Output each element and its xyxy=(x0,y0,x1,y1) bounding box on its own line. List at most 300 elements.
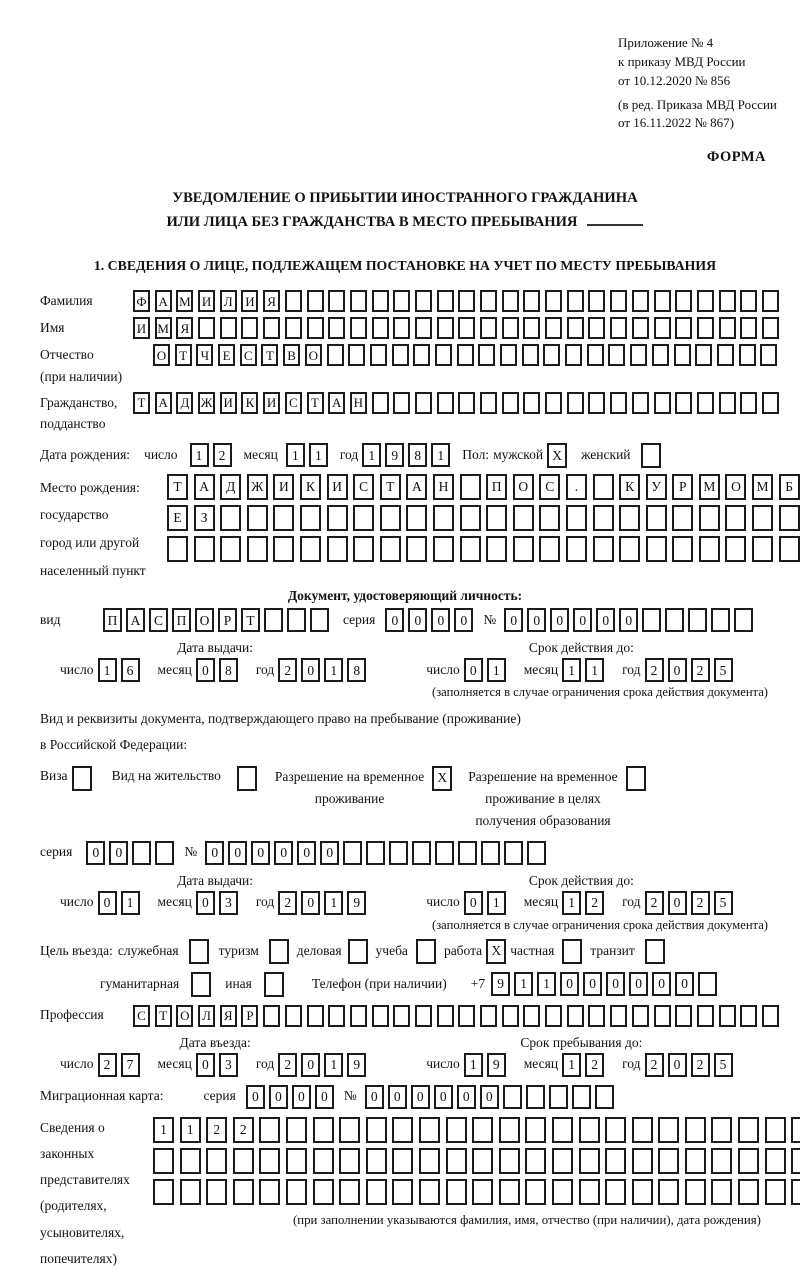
form-cell[interactable] xyxy=(264,608,283,632)
form-cell[interactable]: О xyxy=(153,344,170,366)
form-cell[interactable] xyxy=(711,1179,732,1205)
form-cell[interactable] xyxy=(545,290,562,312)
form-cell[interactable] xyxy=(567,290,584,312)
form-cell[interactable] xyxy=(392,344,409,366)
form-cell[interactable] xyxy=(665,608,684,632)
form-cell[interactable]: С xyxy=(353,474,374,500)
form-cell[interactable]: 0 xyxy=(269,1085,288,1109)
form-cell[interactable] xyxy=(567,317,584,339)
form-cell[interactable]: 1 xyxy=(514,972,533,996)
form-cell[interactable] xyxy=(588,392,605,414)
form-cell[interactable] xyxy=(685,1148,706,1174)
form-cell[interactable] xyxy=(525,1179,546,1205)
form-cell[interactable]: 0 xyxy=(464,658,483,682)
form-cell[interactable] xyxy=(472,1179,493,1205)
form-cell[interactable]: 0 xyxy=(251,841,270,865)
form-cell[interactable]: Д xyxy=(176,392,193,414)
phone-cells[interactable] xyxy=(491,972,721,996)
form-cell[interactable] xyxy=(503,1085,522,1109)
form-cell[interactable] xyxy=(642,608,661,632)
form-cell[interactable]: 9 xyxy=(347,891,366,915)
form-cell[interactable]: 0 xyxy=(629,972,648,996)
form-cell[interactable] xyxy=(523,392,540,414)
form-cell[interactable]: 0 xyxy=(205,841,224,865)
form-cell[interactable] xyxy=(779,536,800,562)
form-cell[interactable]: 1 xyxy=(487,891,506,915)
form-cell[interactable] xyxy=(605,1148,626,1174)
form-cell[interactable] xyxy=(567,1005,584,1027)
form-cell[interactable]: А xyxy=(194,474,215,500)
form-cell[interactable]: 2 xyxy=(585,891,604,915)
form-cell[interactable] xyxy=(366,1179,387,1205)
form-cell[interactable]: 0 xyxy=(408,608,427,632)
form-cell[interactable] xyxy=(348,344,365,366)
form-cell[interactable] xyxy=(711,1148,732,1174)
form-cell[interactable] xyxy=(389,841,408,865)
form-cell[interactable]: 1 xyxy=(286,443,305,467)
form-cell[interactable] xyxy=(593,505,614,531)
form-cell[interactable] xyxy=(286,1179,307,1205)
form-cell[interactable] xyxy=(370,344,387,366)
form-cell[interactable]: 0 xyxy=(385,608,404,632)
form-cell[interactable] xyxy=(685,1117,706,1143)
form-cell[interactable] xyxy=(593,474,614,500)
form-cell[interactable] xyxy=(247,505,268,531)
form-cell[interactable]: 0 xyxy=(196,658,215,682)
form-cell[interactable] xyxy=(327,505,348,531)
form-cell[interactable] xyxy=(259,1117,280,1143)
form-cell[interactable]: Т xyxy=(175,344,192,366)
form-cell[interactable] xyxy=(478,344,495,366)
form-cell[interactable]: К xyxy=(619,474,640,500)
form-cell[interactable] xyxy=(595,1085,614,1109)
form-cell[interactable] xyxy=(725,536,746,562)
form-cell[interactable] xyxy=(285,290,302,312)
form-cell[interactable]: К xyxy=(300,474,321,500)
purpose-transit-checkbox[interactable] xyxy=(645,939,665,964)
form-cell[interactable] xyxy=(486,536,507,562)
form-cell[interactable] xyxy=(605,1179,626,1205)
form-cell[interactable] xyxy=(552,1148,573,1174)
form-cell[interactable] xyxy=(180,1148,201,1174)
form-cell[interactable]: 8 xyxy=(408,443,427,467)
purpose-tourism-checkbox[interactable] xyxy=(269,939,289,964)
form-cell[interactable]: 0 xyxy=(301,1053,320,1077)
form-cell[interactable] xyxy=(695,344,712,366)
form-cell[interactable] xyxy=(658,1179,679,1205)
form-cell[interactable]: 0 xyxy=(196,891,215,915)
form-cell[interactable] xyxy=(233,1148,254,1174)
form-cell[interactable]: 2 xyxy=(278,891,297,915)
form-cell[interactable]: П xyxy=(486,474,507,500)
form-cell[interactable] xyxy=(472,1148,493,1174)
form-cell[interactable] xyxy=(437,392,454,414)
purpose-work-checkbox[interactable] xyxy=(486,939,506,964)
form-cell[interactable]: 2 xyxy=(645,1053,664,1077)
form-cell[interactable] xyxy=(523,290,540,312)
form-cell[interactable] xyxy=(437,290,454,312)
form-cell[interactable]: . xyxy=(566,474,587,500)
form-cell[interactable] xyxy=(415,290,432,312)
form-cell[interactable]: 0 xyxy=(109,841,128,865)
form-cell[interactable]: Б xyxy=(779,474,800,500)
form-cell[interactable]: А xyxy=(155,290,172,312)
form-cell[interactable]: Ж xyxy=(198,392,215,414)
form-cell[interactable]: 0 xyxy=(411,1085,430,1109)
form-cell[interactable]: Т xyxy=(155,1005,172,1027)
form-cell[interactable]: 1 xyxy=(121,891,140,915)
form-cell[interactable] xyxy=(313,1179,334,1205)
form-cell[interactable] xyxy=(502,317,519,339)
form-cell[interactable] xyxy=(587,344,604,366)
form-cell[interactable] xyxy=(632,317,649,339)
form-cell[interactable] xyxy=(392,1117,413,1143)
form-cell[interactable] xyxy=(740,317,757,339)
form-cell[interactable]: А xyxy=(328,392,345,414)
form-cell[interactable]: 1 xyxy=(537,972,556,996)
form-cell[interactable]: М xyxy=(176,290,193,312)
form-cell[interactable]: 0 xyxy=(550,608,569,632)
form-cell[interactable]: 0 xyxy=(196,1053,215,1077)
form-cell[interactable] xyxy=(610,290,627,312)
form-cell[interactable] xyxy=(632,392,649,414)
purpose-other-checkbox[interactable] xyxy=(264,972,284,997)
form-cell[interactable]: 1 xyxy=(431,443,450,467)
form-cell[interactable] xyxy=(286,1148,307,1174)
form-cell[interactable] xyxy=(350,290,367,312)
form-cell[interactable]: 2 xyxy=(98,1053,117,1077)
form-cell[interactable]: 2 xyxy=(278,1053,297,1077)
form-cell[interactable]: 0 xyxy=(527,608,546,632)
form-cell[interactable] xyxy=(610,1005,627,1027)
form-cell[interactable] xyxy=(273,505,294,531)
form-cell[interactable] xyxy=(339,1179,360,1205)
form-cell[interactable] xyxy=(328,290,345,312)
form-cell[interactable] xyxy=(339,1148,360,1174)
form-cell[interactable]: 0 xyxy=(246,1085,265,1109)
form-cell[interactable] xyxy=(711,1117,732,1143)
form-cell[interactable] xyxy=(366,1117,387,1143)
form-cell[interactable] xyxy=(480,392,497,414)
form-cell[interactable] xyxy=(406,536,427,562)
form-cell[interactable]: 9 xyxy=(347,1053,366,1077)
form-cell[interactable] xyxy=(393,392,410,414)
form-cell[interactable]: 0 xyxy=(86,841,105,865)
form-cell[interactable]: 1 xyxy=(98,658,117,682)
form-cell[interactable] xyxy=(697,1005,714,1027)
form-cell[interactable] xyxy=(437,1005,454,1027)
form-cell[interactable] xyxy=(460,505,481,531)
form-cell[interactable]: 0 xyxy=(675,972,694,996)
form-cell[interactable] xyxy=(392,1179,413,1205)
form-cell[interactable]: 5 xyxy=(714,891,733,915)
form-cell[interactable]: Я xyxy=(263,290,280,312)
form-cell[interactable] xyxy=(393,317,410,339)
form-cell[interactable] xyxy=(259,1179,280,1205)
form-cell[interactable] xyxy=(472,1117,493,1143)
form-cell[interactable] xyxy=(579,1117,600,1143)
form-cell[interactable] xyxy=(552,1179,573,1205)
form-cell[interactable]: 0 xyxy=(668,658,687,682)
form-cell[interactable]: Т xyxy=(307,392,324,414)
form-cell[interactable]: 0 xyxy=(274,841,293,865)
form-cell[interactable] xyxy=(779,505,800,531)
purpose-business-checkbox[interactable] xyxy=(348,939,368,964)
form-cell[interactable] xyxy=(419,1117,440,1143)
form-cell[interactable] xyxy=(327,344,344,366)
form-cell[interactable] xyxy=(672,536,693,562)
form-cell[interactable] xyxy=(206,1179,227,1205)
form-cell[interactable] xyxy=(264,972,284,997)
form-cell[interactable] xyxy=(525,1148,546,1174)
form-cell[interactable] xyxy=(241,317,258,339)
form-cell[interactable] xyxy=(699,536,720,562)
form-cell[interactable] xyxy=(263,317,280,339)
form-cell[interactable] xyxy=(699,505,720,531)
form-cell[interactable] xyxy=(372,290,389,312)
form-cell[interactable]: П xyxy=(172,608,191,632)
form-cell[interactable] xyxy=(675,290,692,312)
form-cell[interactable] xyxy=(167,536,188,562)
form-cell[interactable]: Е xyxy=(218,344,235,366)
form-cell[interactable]: 0 xyxy=(98,891,117,915)
form-cell[interactable] xyxy=(416,939,436,964)
form-cell[interactable] xyxy=(545,1005,562,1027)
form-cell[interactable]: 2 xyxy=(233,1117,254,1143)
form-cell[interactable] xyxy=(413,344,430,366)
form-cell[interactable] xyxy=(675,317,692,339)
form-cell[interactable] xyxy=(153,1148,174,1174)
form-cell[interactable] xyxy=(734,608,753,632)
form-cell[interactable] xyxy=(762,392,779,414)
form-cell[interactable] xyxy=(619,505,640,531)
form-cell[interactable] xyxy=(740,1005,757,1027)
form-cell[interactable] xyxy=(446,1117,467,1143)
form-cell[interactable] xyxy=(406,505,427,531)
form-cell[interactable] xyxy=(499,1148,520,1174)
form-cell[interactable] xyxy=(435,344,452,366)
form-cell[interactable]: 2 xyxy=(691,891,710,915)
form-cell[interactable] xyxy=(415,317,432,339)
form-cell[interactable]: И xyxy=(220,392,237,414)
purpose-study-checkbox[interactable] xyxy=(416,939,436,964)
form-cell[interactable] xyxy=(697,317,714,339)
form-cell[interactable]: 1 xyxy=(487,658,506,682)
sex-male-checkbox[interactable] xyxy=(547,443,567,468)
form-cell[interactable] xyxy=(719,1005,736,1027)
form-cell[interactable]: 0 xyxy=(668,891,687,915)
form-cell[interactable] xyxy=(273,536,294,562)
form-cell[interactable]: 1 xyxy=(562,1053,581,1077)
form-cell[interactable] xyxy=(646,536,667,562)
form-cell[interactable]: О xyxy=(305,344,322,366)
form-cell[interactable]: 5 xyxy=(714,658,733,682)
form-cell[interactable]: 9 xyxy=(385,443,404,467)
form-cell[interactable] xyxy=(458,392,475,414)
form-cell[interactable] xyxy=(567,392,584,414)
form-cell[interactable]: Р xyxy=(672,474,693,500)
form-cell[interactable]: З xyxy=(194,505,215,531)
form-cell[interactable] xyxy=(433,536,454,562)
form-cell[interactable]: 0 xyxy=(668,1053,687,1077)
form-cell[interactable]: 0 xyxy=(434,1085,453,1109)
form-cell[interactable] xyxy=(310,608,329,632)
form-cell[interactable] xyxy=(220,536,241,562)
form-cell[interactable] xyxy=(738,1117,759,1143)
form-cell[interactable]: 0 xyxy=(454,608,473,632)
form-cell[interactable] xyxy=(738,1148,759,1174)
form-cell[interactable]: П xyxy=(103,608,122,632)
form-cell[interactable] xyxy=(658,1148,679,1174)
form-cell[interactable]: 9 xyxy=(487,1053,506,1077)
form-cell[interactable]: А xyxy=(155,392,172,414)
form-cell[interactable]: 5 xyxy=(714,1053,733,1077)
form-cell[interactable] xyxy=(765,1117,786,1143)
form-cell[interactable] xyxy=(688,608,707,632)
form-cell[interactable] xyxy=(632,1179,653,1205)
form-cell[interactable] xyxy=(719,317,736,339)
form-cell[interactable] xyxy=(523,317,540,339)
form-cell[interactable] xyxy=(579,1148,600,1174)
form-cell[interactable] xyxy=(372,1005,389,1027)
form-cell[interactable]: 7 xyxy=(121,1053,140,1077)
form-cell[interactable]: Л xyxy=(198,1005,215,1027)
form-cell[interactable] xyxy=(350,1005,367,1027)
form-cell[interactable]: И xyxy=(198,290,215,312)
form-cell[interactable] xyxy=(579,1179,600,1205)
form-cell[interactable]: И xyxy=(273,474,294,500)
form-cell[interactable] xyxy=(300,536,321,562)
form-cell[interactable] xyxy=(499,1179,520,1205)
form-cell[interactable] xyxy=(263,1005,280,1027)
form-cell[interactable] xyxy=(674,344,691,366)
form-cell[interactable] xyxy=(343,841,362,865)
form-cell[interactable] xyxy=(652,344,669,366)
form-cell[interactable] xyxy=(738,1179,759,1205)
form-cell[interactable]: 2 xyxy=(691,658,710,682)
form-cell[interactable]: 1 xyxy=(562,891,581,915)
form-cell[interactable]: Я xyxy=(176,317,193,339)
form-cell[interactable]: 1 xyxy=(562,658,581,682)
form-cell[interactable]: 0 xyxy=(320,841,339,865)
form-cell[interactable] xyxy=(762,290,779,312)
form-cell[interactable] xyxy=(566,536,587,562)
form-cell[interactable]: И xyxy=(263,392,280,414)
form-cell[interactable] xyxy=(457,344,474,366)
form-cell[interactable]: М xyxy=(752,474,773,500)
form-cell[interactable] xyxy=(155,841,174,865)
form-cell[interactable] xyxy=(562,939,582,964)
form-cell[interactable] xyxy=(486,505,507,531)
form-cell[interactable] xyxy=(641,443,661,468)
form-cell[interactable] xyxy=(180,1179,201,1205)
form-cell[interactable]: С xyxy=(285,392,302,414)
form-cell[interactable]: 2 xyxy=(278,658,297,682)
form-cell[interactable] xyxy=(307,1005,324,1027)
form-cell[interactable] xyxy=(543,344,560,366)
form-cell[interactable]: 0 xyxy=(504,608,523,632)
form-cell[interactable] xyxy=(685,1179,706,1205)
form-cell[interactable] xyxy=(460,536,481,562)
form-cell[interactable] xyxy=(237,766,257,791)
form-cell[interactable] xyxy=(328,1005,345,1027)
form-cell[interactable] xyxy=(765,1148,786,1174)
form-cell[interactable]: 2 xyxy=(585,1053,604,1077)
form-cell[interactable] xyxy=(392,1148,413,1174)
purpose-private-checkbox[interactable] xyxy=(562,939,582,964)
form-cell[interactable] xyxy=(654,317,671,339)
form-cell[interactable] xyxy=(372,317,389,339)
form-cell[interactable]: Н xyxy=(350,392,367,414)
form-cell[interactable] xyxy=(350,317,367,339)
form-cell[interactable] xyxy=(610,392,627,414)
form-cell[interactable] xyxy=(458,841,477,865)
form-cell[interactable] xyxy=(191,972,211,997)
form-cell[interactable]: С xyxy=(133,1005,150,1027)
form-cell[interactable] xyxy=(762,1005,779,1027)
form-cell[interactable] xyxy=(632,290,649,312)
form-cell[interactable]: К xyxy=(241,392,258,414)
form-cell[interactable]: А xyxy=(126,608,145,632)
form-cell[interactable] xyxy=(419,1179,440,1205)
form-cell[interactable] xyxy=(499,1117,520,1143)
form-cell[interactable] xyxy=(502,392,519,414)
form-cell[interactable]: О xyxy=(195,608,214,632)
form-cell[interactable] xyxy=(632,1005,649,1027)
form-cell[interactable]: 6 xyxy=(121,658,140,682)
form-cell[interactable]: С xyxy=(240,344,257,366)
form-cell[interactable] xyxy=(353,505,374,531)
form-cell[interactable] xyxy=(480,1005,497,1027)
form-cell[interactable]: 0 xyxy=(606,972,625,996)
form-cell[interactable]: Н xyxy=(433,474,454,500)
form-cell[interactable]: И xyxy=(133,317,150,339)
form-cell[interactable]: 1 xyxy=(324,1053,343,1077)
form-cell[interactable]: 0 xyxy=(431,608,450,632)
form-cell[interactable] xyxy=(740,392,757,414)
form-cell[interactable]: X xyxy=(547,443,567,468)
form-cell[interactable]: Р xyxy=(241,1005,258,1027)
form-cell[interactable] xyxy=(630,344,647,366)
form-cell[interactable] xyxy=(608,344,625,366)
form-cell[interactable]: Т xyxy=(167,474,188,500)
form-cell[interactable]: 0 xyxy=(619,608,638,632)
form-cell[interactable]: 8 xyxy=(219,658,238,682)
form-cell[interactable]: X xyxy=(486,939,506,964)
form-cell[interactable]: 2 xyxy=(206,1117,227,1143)
form-cell[interactable] xyxy=(233,1179,254,1205)
form-cell[interactable] xyxy=(458,290,475,312)
form-cell[interactable]: М xyxy=(699,474,720,500)
form-cell[interactable] xyxy=(513,505,534,531)
form-cell[interactable]: Е xyxy=(167,505,188,531)
form-cell[interactable]: 0 xyxy=(573,608,592,632)
form-cell[interactable]: И xyxy=(241,290,258,312)
form-cell[interactable] xyxy=(393,290,410,312)
form-cell[interactable]: Р xyxy=(218,608,237,632)
form-cell[interactable] xyxy=(654,1005,671,1027)
form-cell[interactable]: 1 xyxy=(585,658,604,682)
form-cell[interactable]: О xyxy=(725,474,746,500)
form-cell[interactable] xyxy=(645,939,665,964)
form-cell[interactable] xyxy=(300,505,321,531)
form-cell[interactable] xyxy=(626,766,646,791)
form-cell[interactable] xyxy=(458,1005,475,1027)
form-cell[interactable]: 0 xyxy=(596,608,615,632)
form-cell[interactable] xyxy=(259,1148,280,1174)
form-cell[interactable]: 1 xyxy=(324,658,343,682)
form-cell[interactable] xyxy=(446,1148,467,1174)
